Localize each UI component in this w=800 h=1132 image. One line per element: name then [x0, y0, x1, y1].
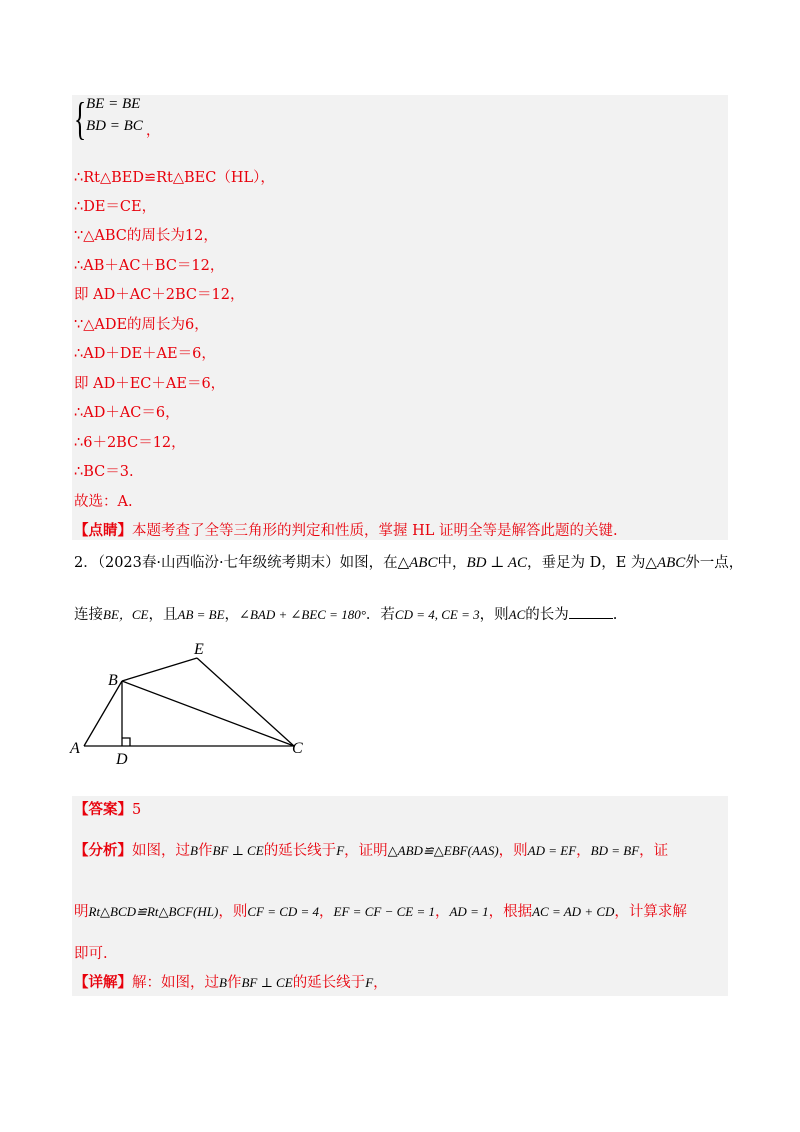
solution-line: ∵△ADE的周长为6，: [74, 317, 209, 333]
detail-text: 的延长线于: [292, 975, 366, 991]
formula-cd-ce: CD = 4, CE = 3: [394, 607, 480, 622]
problem-text: .: [612, 607, 618, 623]
solution-line: ∴BC＝3.: [74, 464, 134, 480]
formula-ac: AC: [508, 607, 526, 622]
right-angle-mark: [122, 738, 130, 746]
solution-line: ∴AD＋AC＝6，: [74, 405, 180, 421]
formula-triangle-abc: △ABC: [397, 555, 438, 571]
system-line-2: BD = BC: [86, 118, 143, 134]
solution-line: ∴AD＋DE＋AE＝6，: [74, 346, 216, 362]
analysis-line-3: 即可.: [74, 946, 108, 962]
solution-line: ∴6＋2BC＝12，: [74, 435, 186, 451]
formula-f: F: [336, 843, 345, 858]
analysis-text: ，: [319, 904, 334, 920]
geometry-figure: [64, 640, 314, 770]
answer-panel: [72, 796, 728, 996]
problem-text: 如图，在: [339, 555, 398, 571]
problem-text: 中，: [437, 555, 467, 571]
analysis-text: ，证明: [344, 843, 388, 859]
comment-tag: 【点睛】: [74, 522, 132, 539]
analysis-text: ，计算求解: [614, 904, 687, 920]
label-a: A: [70, 740, 80, 757]
system-brace: {: [74, 93, 87, 144]
analysis-text: ，根据: [488, 904, 533, 920]
formula-f: F: [365, 975, 374, 990]
solution-line: 即 AD＋EC＋AE＝6，: [74, 376, 226, 392]
answer-blank[interactable]: [569, 605, 613, 619]
label-b: B: [108, 672, 118, 689]
formula-be-ce: BE，CE: [103, 607, 149, 622]
comment-line: [74, 521, 618, 541]
formula-aas: △ABD≌△EBF(AAS): [387, 843, 499, 858]
analysis-text: 的延长线于: [263, 843, 337, 859]
answer-tag: 【答案】: [74, 801, 132, 818]
analysis-text: ，: [434, 904, 450, 920]
detail-tag: 【详解】: [74, 974, 132, 991]
solution-line: ∴DE＝CE，: [74, 199, 157, 215]
segment-bc: [122, 681, 294, 746]
detail-line: [74, 973, 388, 993]
problem-2-line-1: [74, 553, 743, 573]
detail-text: 解：如图，过: [132, 975, 219, 991]
formula-ab-be: AB = BE: [177, 607, 225, 622]
problem-number: 2．: [74, 555, 98, 571]
problem-2-line-2: [74, 605, 617, 625]
segment-be: [122, 658, 197, 681]
analysis-text: ，证: [639, 843, 669, 859]
analysis-text: 如图，过: [132, 843, 190, 859]
detail-text: 作: [226, 975, 242, 991]
formula-b: B: [190, 843, 198, 858]
problem-text: 的长为: [525, 607, 569, 623]
solution-line: ∴Rt△BED≌Rt△BEC（HL），: [74, 170, 275, 186]
system-comma: ，: [146, 123, 160, 139]
problem-text: 连接: [74, 607, 103, 623]
segment-ec: [197, 658, 294, 746]
analysis-line-1: [74, 841, 668, 861]
analysis-tag: 【分析】: [74, 842, 132, 859]
formula-bf-perp-ce: BF ⊥ CE: [212, 843, 264, 858]
segment-ab: [84, 681, 122, 746]
solution-line: ∴AB＋AC＋BC＝12，: [74, 258, 225, 274]
problem-text: ，且: [148, 607, 178, 623]
formula-ef: EF = CF − CE = 1: [333, 904, 435, 919]
formula-hl: Rt△BCD≌Rt△BCF(HL): [88, 904, 219, 919]
formula-ad-ef: AD = EF: [527, 843, 577, 858]
analysis-text: ，则: [498, 843, 528, 859]
formula-bd-bf: BD = BF: [590, 843, 640, 858]
formula-bf-perp-ce: BF ⊥ CE: [241, 975, 293, 990]
detail-text: ，: [373, 975, 388, 991]
problem-source: （2023春·山西临汾·七年级统考期末）: [97, 555, 340, 571]
analysis-line-2: [74, 902, 687, 922]
label-d: D: [116, 751, 128, 768]
formula-bd-perp-ac: BD ⊥ AC: [466, 555, 527, 571]
formula-angle-sum: ∠BAD + ∠BEC = 180°: [239, 607, 366, 622]
formula-triangle-abc: △ABC: [645, 555, 686, 571]
answer-line: [74, 800, 141, 820]
comment-text: 本题考查了全等三角形的判定和性质，掌握 HL 证明全等是解答此题的关键.: [132, 523, 618, 539]
problem-text: ，: [224, 607, 240, 623]
choice-line: 故选：A.: [74, 494, 133, 510]
problem-text: ，垂足为 D，E 为: [526, 555, 646, 571]
formula-ac-sum: AC = AD + CD: [532, 904, 615, 919]
solution-line: ∵△ABC的周长为12，: [74, 228, 218, 244]
problem-text: 外一点，: [685, 555, 744, 571]
formula-b: B: [219, 975, 227, 990]
answer-value: 5: [132, 802, 142, 818]
problem-text: ．若: [365, 607, 395, 623]
system-line-1: BE = BE: [86, 96, 141, 112]
analysis-text: ，: [576, 843, 591, 859]
formula-ad: AD = 1: [449, 904, 489, 919]
label-c: C: [292, 740, 303, 757]
analysis-text: 明: [74, 904, 89, 920]
problem-text: ，则: [479, 607, 509, 623]
solution-line: 即 AD＋AC＋2BC＝12，: [74, 287, 245, 303]
analysis-text: 作: [197, 843, 213, 859]
analysis-text: ，则: [218, 904, 248, 920]
formula-cf-cd: CF = CD = 4: [247, 904, 320, 919]
label-e: E: [194, 641, 204, 658]
